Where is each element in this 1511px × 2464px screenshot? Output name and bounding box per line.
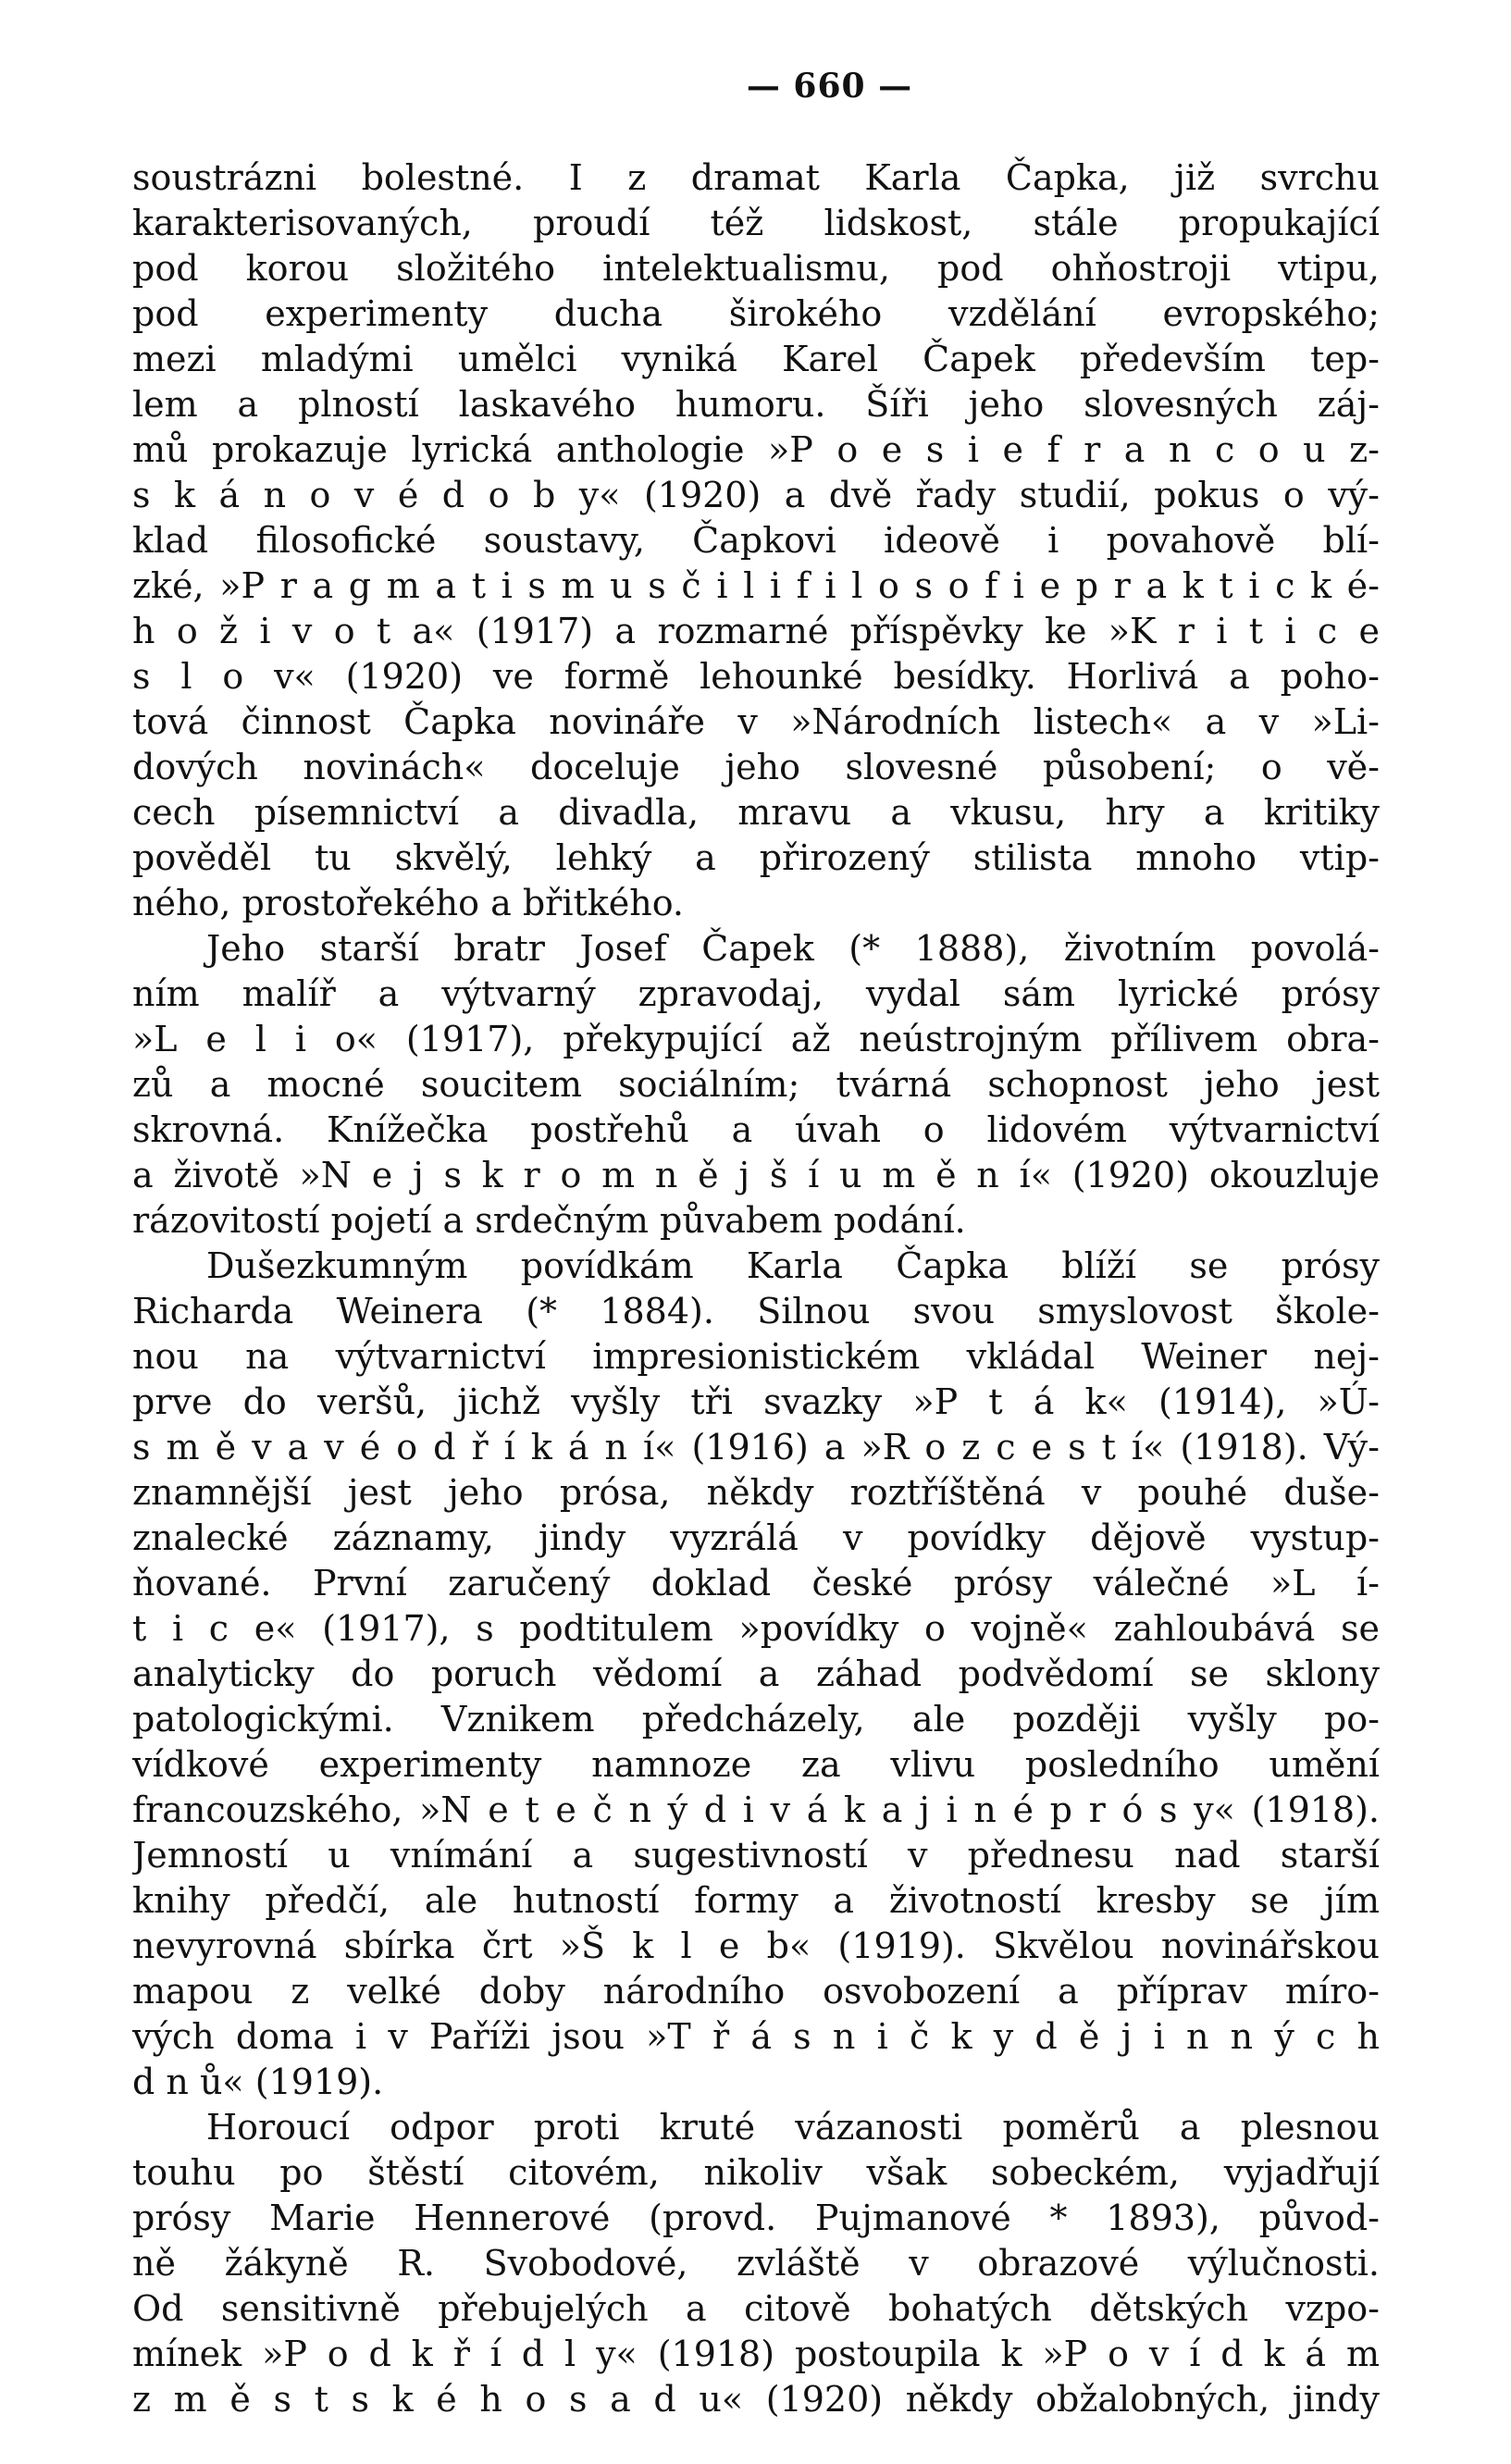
- text-line: pod experimenty ducha širokého vzdělání evropského;: [132, 293, 1380, 334]
- text-line: zké, »P r a g m a t i s m u s č i l i f i l o s o f i e p r a k t i c k é-: [132, 565, 1380, 606]
- text-line: d n ů« (1919).: [132, 2062, 384, 2102]
- text-line: pod korou složitého intelektualismu, pod ohňostroji vtipu,: [132, 248, 1380, 289]
- text-line: Od sensitivně přebujelých a citově bohatých dětských vzpo-: [132, 2288, 1380, 2329]
- text-line: t i c e« (1917), s podtitulem »povídky o vojně« zahloubává se: [132, 1608, 1380, 1649]
- text-line: prósy Marie Hennerové (provd. Pujmanové * 1893), původ-: [132, 2198, 1380, 2238]
- text-line: mínek »P o d k ř í d l y« (1918) postoupila k »P o v í d k á m: [132, 2334, 1380, 2374]
- text-line: h o ž i v o t a« (1917) a rozmarné příspěvky ke »K r i t i c e: [132, 611, 1380, 651]
- text-line: ného, prostořekého a břitkého.: [132, 883, 685, 923]
- text-line: Jemností u vnímání a sugestivností v přednesu nad starší: [132, 1835, 1380, 1876]
- text-line: s m ě v a v é o d ř í k á n í« (1916) a »R o z c e s t í« (1918). Vý-: [132, 1427, 1380, 1467]
- text-line: mapou z velké doby národního osvobození a příprav míro-: [132, 1971, 1380, 2012]
- text-line: Richarda Weinera (* 1884). Silnou svou smyslovost škole-: [132, 1291, 1380, 1331]
- text-line: patologickými. Vznikem předcházely, ale později vyšly po-: [132, 1699, 1380, 1740]
- text-line: ně žákyně R. Svobodové, zvláště v obrazové výlučnosti.: [132, 2243, 1380, 2284]
- text-line: zů a mocné soucitem sociálním; tvárná schopnost jeho jest: [132, 1064, 1380, 1105]
- body-text: [132, 155, 1380, 2422]
- text-line: mů prokazuje lyrická anthologie »P o e s i e f r a n c o u z-: [132, 429, 1380, 470]
- text-line: mezi mladými umělci vyniká Karel Čapek především tep-: [132, 339, 1380, 379]
- text-line: dových novinách« doceluje jeho slovesné působení; o vě-: [132, 747, 1380, 787]
- page-number: — 660 —: [746, 67, 913, 105]
- text-line: ňované. První zaručený doklad české prósy válečné »L í-: [132, 1563, 1380, 1603]
- text-line: analyticky do poruch vědomí a záhad podvědomí se sklony: [132, 1653, 1380, 1694]
- text-line: touhu po štěstí citovém, nikoliv však sobeckém, vyjadřují: [132, 2152, 1380, 2193]
- text-line: prve do veršů, jichž vyšly tři svazky »P t á k« (1914), »Ú-: [132, 1381, 1380, 1422]
- text-line: s k á n o v é d o b y« (1920) a dvě řady studií, pokus o vý-: [132, 475, 1380, 515]
- text-line: z m ě s t s k é h o s a d u« (1920) někdy obžalobných, jindy: [132, 2379, 1380, 2420]
- text-line: cech písemnictví a divadla, mravu a vkusu, hry a kritiky: [132, 792, 1380, 833]
- text-line: ním malíř a výtvarný zpravodaj, vydal sám lyrické prósy: [132, 973, 1380, 1014]
- text-line: rázovitostí pojetí a srdečným půvabem podání.: [132, 1200, 966, 1241]
- text-line: vých doma i v Paříži jsou »T ř á s n i č k y d ě j i n n ý c h: [132, 2016, 1380, 2057]
- text-line: lem a plností laskavého humoru. Šíři jeho slovesných záj-: [132, 384, 1380, 425]
- text-line: tová činnost Čapka novináře v »Národních listech« a v »Li-: [132, 701, 1380, 742]
- text-line: klad filosofické soustavy, Čapkovi ideově i povahově blí-: [132, 520, 1380, 561]
- text-line: Horoucí odpor proti kruté vázanosti poměrů a plesnou: [206, 2107, 1380, 2148]
- text-line: nou na výtvarnictví impresionistickém vkládal Weiner nej-: [132, 1336, 1380, 1377]
- text-line: Jeho starší bratr Josef Čapek (* 1888), životním povolá-: [206, 928, 1380, 969]
- text-line: a životě »N e j s k r o m n ě j š í u m ě n í« (1920) okouzluje: [132, 1155, 1380, 1195]
- text-line: znalecké záznamy, jindy vyzrálá v povídky dějově vystup-: [132, 1517, 1380, 1558]
- text-line: »L e l i o« (1917), překypující až neústrojným přílivem obra-: [132, 1019, 1380, 1059]
- text-line: skrovná. Knížečka postřehů a úvah o lidovém výtvarnictví: [132, 1109, 1380, 1150]
- text-line: pověděl tu skvělý, lehký a přirozený stilista mnoho vtip-: [132, 837, 1380, 878]
- text-line: znamnější jest jeho prósa, někdy roztříštěná v pouhé duše-: [132, 1472, 1380, 1513]
- text-line: soustrázni bolestné. I z dramat Karla Čapka, již svrchu: [132, 157, 1380, 198]
- text-line: knihy předčí, ale hutností formy a životností kresby se jím: [132, 1880, 1380, 1921]
- text-line: francouzského, »N e t e č n ý d i v á k a j i n é p r ó s y« (1918).: [132, 1789, 1380, 1830]
- text-line: s l o v« (1920) ve formě lehounké besídky. Horlivá a poho-: [132, 656, 1380, 697]
- text-line: nevyrovná sbírka črt »Š k l e b« (1919). Skvělou novinářskou: [132, 1925, 1380, 1966]
- text-line: Dušezkumným povídkám Karla Čapka blíží se prósy: [206, 1245, 1380, 1286]
- text-line: vídkové experimenty namnoze za vlivu posledního umění: [132, 1744, 1380, 1785]
- text-line: karakterisovaných, proudí též lidskost, stále propukající: [132, 203, 1380, 243]
